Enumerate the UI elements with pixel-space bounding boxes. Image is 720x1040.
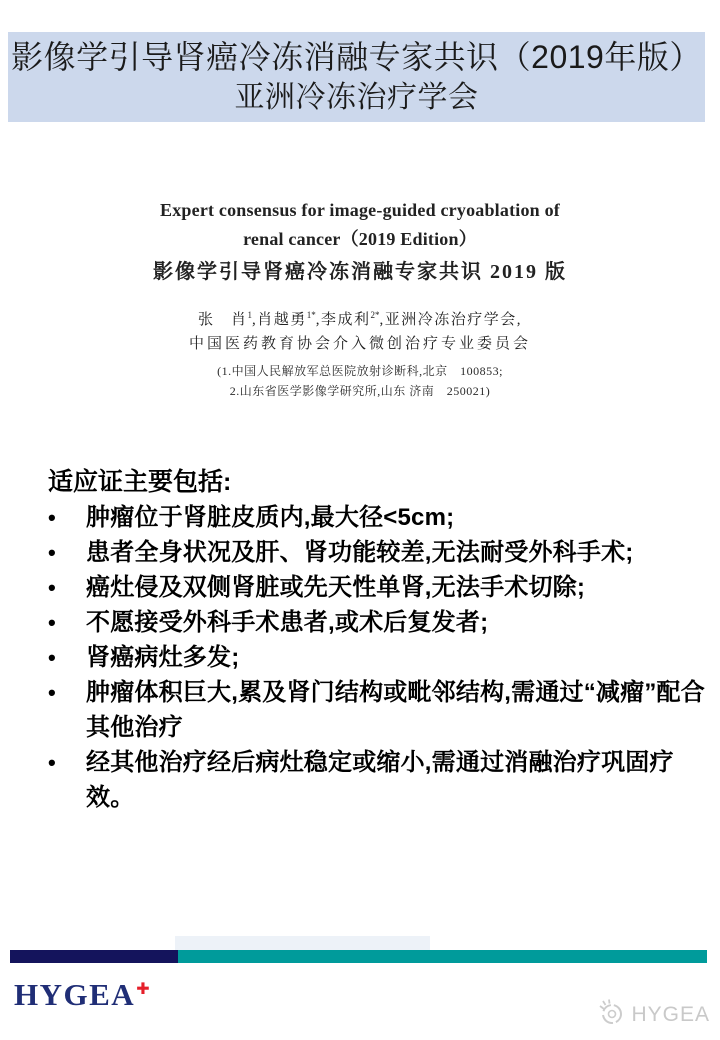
banner-title-line1: 影像学引导肾癌冷冻消融专家共识（2019年版） <box>11 39 702 75</box>
author-society: ,亚洲冷冻治疗学会, <box>379 312 523 328</box>
bullet-icon: • <box>48 505 56 530</box>
list-item-text: 经其他治疗经后病灶稳定或缩小,需通过消融治疗巩固疗效。 <box>86 749 674 811</box>
paper-affiliation-2: 2.山东省医学影像学研究所,山东 济南 250021) <box>229 384 491 398</box>
list-item <box>48 570 710 605</box>
bullet-icon: • <box>48 645 56 670</box>
list-item <box>48 535 710 570</box>
author-superscript: 1* <box>306 310 316 320</box>
image-watermark <box>596 998 710 1031</box>
list-item-text: 患者全身状况及肝、肾功能较差,无法耐受外科手术; <box>86 539 634 566</box>
paper-title-page <box>0 196 720 401</box>
list-item-text: 肿瘤位于肾脏皮质内,最大径<5cm; <box>86 504 455 531</box>
bullet-icon: • <box>48 610 56 635</box>
list-item <box>48 745 710 815</box>
paper-title-english-line1: Expert consensus for image-guided cryoablation of <box>160 200 560 220</box>
title-banner <box>8 32 705 122</box>
red-cross-icon: ✚ <box>136 978 152 998</box>
bullet-icon: • <box>48 680 56 705</box>
paper-title-chinese: 影像学引导肾癌冷冻消融专家共识 2019 版 <box>153 261 567 283</box>
paper-affiliation-1: (1.中国人民解放军总医院放射诊断科,北京 100853; <box>217 364 503 378</box>
author-superscript: 2* <box>370 310 380 320</box>
list-item <box>48 675 710 745</box>
hygea-logo <box>14 978 151 1012</box>
hygea-logo-text: HYGEA <box>14 977 136 1012</box>
watermark-text: HYGEA <box>631 1002 710 1026</box>
indications-heading: 适应证主要包括: <box>48 468 232 496</box>
bullet-icon: • <box>48 540 56 565</box>
list-item-text: 不愿接受外科手术患者,或术后复发者; <box>86 609 489 636</box>
footer-bar-teal <box>178 950 707 963</box>
bullet-icon: • <box>48 750 56 775</box>
list-item-text: 肿瘤体积巨大,累及肾门结构或毗邻结构,需通过“减瘤”配合其他治疗 <box>86 679 705 741</box>
paper-authors <box>0 303 720 332</box>
list-item-text: 癌灶侵及双侧肾脏或先天性单肾,无法手术切除; <box>86 574 586 601</box>
list-item <box>48 605 710 640</box>
faded-watermark-ghost <box>175 936 430 950</box>
author-name: ,李成利 <box>315 312 371 328</box>
author-superscript: 1 <box>247 310 252 320</box>
paper-committee: 中国医药教育协会介入微创治疗专业委员会 <box>188 336 531 352</box>
author-name: ,肖越勇 <box>251 312 307 328</box>
banner-title-line2: 亚洲冷冻治疗学会 <box>234 81 479 114</box>
author-name: 张 肖 <box>197 312 248 328</box>
footer-bar-navy <box>10 950 178 963</box>
bullet-icon: • <box>48 575 56 600</box>
paper-title-english-line2: renal cancer（2019 Edition） <box>243 229 477 249</box>
list-item-text: 肾癌病灶多发; <box>86 644 240 671</box>
list-item <box>48 640 710 675</box>
list-item <box>48 500 710 535</box>
indications-list <box>48 464 710 815</box>
camera-watermark-icon <box>596 998 626 1031</box>
